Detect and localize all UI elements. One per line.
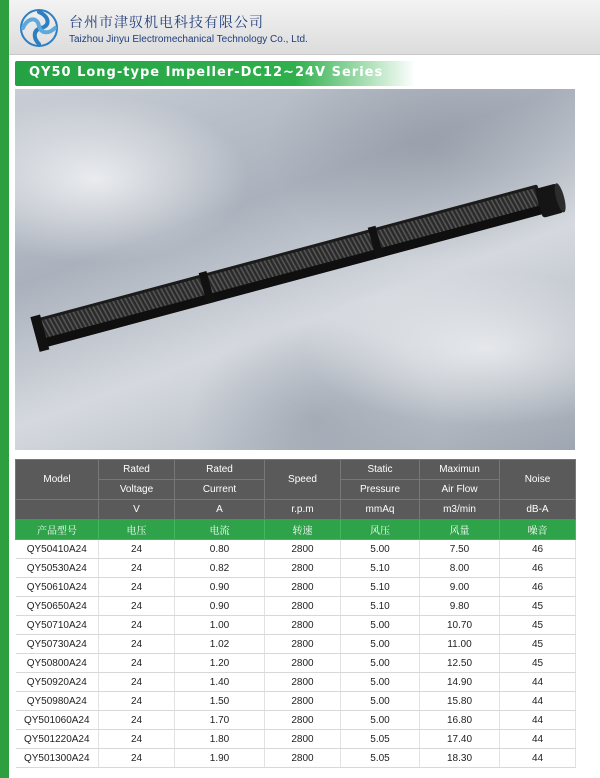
cell-current: 1.80 [175, 730, 265, 749]
cell-current: 1.90 [175, 749, 265, 768]
cell-noise: 45 [500, 654, 576, 673]
cell-voltage: 24 [99, 749, 175, 768]
cell-model: QY50800A24 [16, 654, 99, 673]
company-logo-icon [19, 8, 59, 48]
table-row [16, 673, 576, 692]
table-header-units-row [16, 500, 576, 520]
cell-noise: 45 [500, 616, 576, 635]
cell-airflow: 11.00 [420, 635, 500, 654]
cell-voltage: 24 [99, 730, 175, 749]
cell-model: QY501220A24 [16, 730, 99, 749]
cell-airflow: 10.70 [420, 616, 500, 635]
table-row [16, 749, 576, 768]
table-row [16, 578, 576, 597]
product-photo [15, 89, 575, 450]
unit-model-blank [16, 500, 99, 520]
cross-flow-fan-image [15, 89, 575, 450]
cell-airflow: 9.00 [420, 578, 500, 597]
cell-speed: 2800 [265, 654, 341, 673]
cell-current: 1.02 [175, 635, 265, 654]
cell-speed: 2800 [265, 616, 341, 635]
col-header-speed: Speed [265, 460, 341, 500]
cell-model: QY501300A24 [16, 749, 99, 768]
cell-noise: 46 [500, 559, 576, 578]
cell-voltage: 24 [99, 540, 175, 559]
cn-airflow: 风量 [420, 520, 500, 540]
company-name-cn: 台州市津驭机电科技有限公司 [69, 15, 264, 31]
table-header-cn-row [16, 520, 576, 540]
cell-noise: 45 [500, 635, 576, 654]
cell-speed: 2800 [265, 711, 341, 730]
cell-current: 0.90 [175, 578, 265, 597]
table-row [16, 559, 576, 578]
cell-model: QY50920A24 [16, 673, 99, 692]
table-row [16, 654, 576, 673]
unit-pressure: mmAq [341, 500, 420, 520]
cell-model: QY50710A24 [16, 616, 99, 635]
cell-voltage: 24 [99, 559, 175, 578]
cell-pressure: 5.05 [341, 730, 420, 749]
cell-current: 1.70 [175, 711, 265, 730]
cell-speed: 2800 [265, 749, 341, 768]
cn-speed: 转速 [265, 520, 341, 540]
cell-current: 1.40 [175, 673, 265, 692]
cell-voltage: 24 [99, 578, 175, 597]
cn-pressure: 风压 [341, 520, 420, 540]
col-header-noise: Noise [500, 460, 576, 500]
cell-model: QY50530A24 [16, 559, 99, 578]
cell-pressure: 5.00 [341, 540, 420, 559]
table-row [16, 635, 576, 654]
header-banner [9, 0, 600, 55]
cell-model: QY50610A24 [16, 578, 99, 597]
cell-airflow: 15.80 [420, 692, 500, 711]
cell-airflow: 7.50 [420, 540, 500, 559]
cn-model: 产品型号 [16, 520, 99, 540]
unit-noise: dB-A [500, 500, 576, 520]
cell-pressure: 5.00 [341, 654, 420, 673]
table-header-row-1 [16, 460, 576, 480]
company-name-en: Taizhou Jinyu Electromechanical Technology Co., Ltd. [69, 34, 308, 45]
cell-pressure: 5.00 [341, 616, 420, 635]
cell-voltage: 24 [99, 616, 175, 635]
cell-current: 1.00 [175, 616, 265, 635]
spec-table [15, 459, 576, 768]
cell-voltage: 24 [99, 635, 175, 654]
col-header-voltage: Voltage [99, 480, 175, 500]
cell-voltage: 24 [99, 673, 175, 692]
cell-speed: 2800 [265, 673, 341, 692]
col-header-model: Model [16, 460, 99, 500]
cell-pressure: 5.00 [341, 692, 420, 711]
cell-pressure: 5.00 [341, 673, 420, 692]
cell-voltage: 24 [99, 692, 175, 711]
cell-pressure: 5.10 [341, 559, 420, 578]
cell-current: 0.82 [175, 559, 265, 578]
cell-speed: 2800 [265, 597, 341, 616]
cell-noise: 44 [500, 730, 576, 749]
cell-pressure: 5.10 [341, 597, 420, 616]
cell-speed: 2800 [265, 635, 341, 654]
cell-model: QY50730A24 [16, 635, 99, 654]
cell-current: 1.20 [175, 654, 265, 673]
col-header-rated-current-top: Rated [175, 460, 265, 480]
col-header-current: Current [175, 480, 265, 500]
cell-noise: 44 [500, 749, 576, 768]
cell-speed: 2800 [265, 730, 341, 749]
cell-model: QY50650A24 [16, 597, 99, 616]
cell-model: QY50410A24 [16, 540, 99, 559]
unit-speed: r.p.m [265, 500, 341, 520]
cell-airflow: 17.40 [420, 730, 500, 749]
cell-voltage: 24 [99, 654, 175, 673]
table-row [16, 692, 576, 711]
cell-airflow: 14.90 [420, 673, 500, 692]
cell-speed: 2800 [265, 540, 341, 559]
cell-current: 0.80 [175, 540, 265, 559]
cell-noise: 46 [500, 578, 576, 597]
series-title: QY50 Long-type Impeller-DC12~24V Series [29, 65, 384, 80]
unit-airflow: m3/min [420, 500, 500, 520]
cell-airflow: 8.00 [420, 559, 500, 578]
table-row [16, 616, 576, 635]
col-header-air-flow-top: Maximun [420, 460, 500, 480]
cell-airflow: 9.80 [420, 597, 500, 616]
cell-airflow: 16.80 [420, 711, 500, 730]
cell-speed: 2800 [265, 578, 341, 597]
cell-current: 0.90 [175, 597, 265, 616]
cell-current: 1.50 [175, 692, 265, 711]
cell-voltage: 24 [99, 597, 175, 616]
cell-voltage: 24 [99, 711, 175, 730]
table-row [16, 730, 576, 749]
cell-noise: 44 [500, 692, 576, 711]
col-header-rated-voltage-top: Rated [99, 460, 175, 480]
cell-pressure: 5.00 [341, 711, 420, 730]
col-header-pressure: Pressure [341, 480, 420, 500]
table-row [16, 711, 576, 730]
cell-speed: 2800 [265, 692, 341, 711]
unit-current: A [175, 500, 265, 520]
unit-voltage: V [99, 500, 175, 520]
cn-noise: 噪音 [500, 520, 576, 540]
cell-airflow: 12.50 [420, 654, 500, 673]
cell-pressure: 5.00 [341, 635, 420, 654]
cn-current: 电流 [175, 520, 265, 540]
cell-pressure: 5.10 [341, 578, 420, 597]
cn-voltage: 电压 [99, 520, 175, 540]
cell-pressure: 5.05 [341, 749, 420, 768]
table-row [16, 597, 576, 616]
cell-model: QY501060A24 [16, 711, 99, 730]
table-row [16, 540, 576, 559]
left-accent-bar [0, 0, 9, 778]
col-header-airflow: Air Flow [420, 480, 500, 500]
col-header-static-pressure-top: Static [341, 460, 420, 480]
cell-airflow: 18.30 [420, 749, 500, 768]
cell-noise: 46 [500, 540, 576, 559]
cell-speed: 2800 [265, 559, 341, 578]
cell-model: QY50980A24 [16, 692, 99, 711]
cell-noise: 45 [500, 597, 576, 616]
cell-noise: 44 [500, 711, 576, 730]
cell-noise: 44 [500, 673, 576, 692]
series-title-bar [15, 61, 415, 86]
